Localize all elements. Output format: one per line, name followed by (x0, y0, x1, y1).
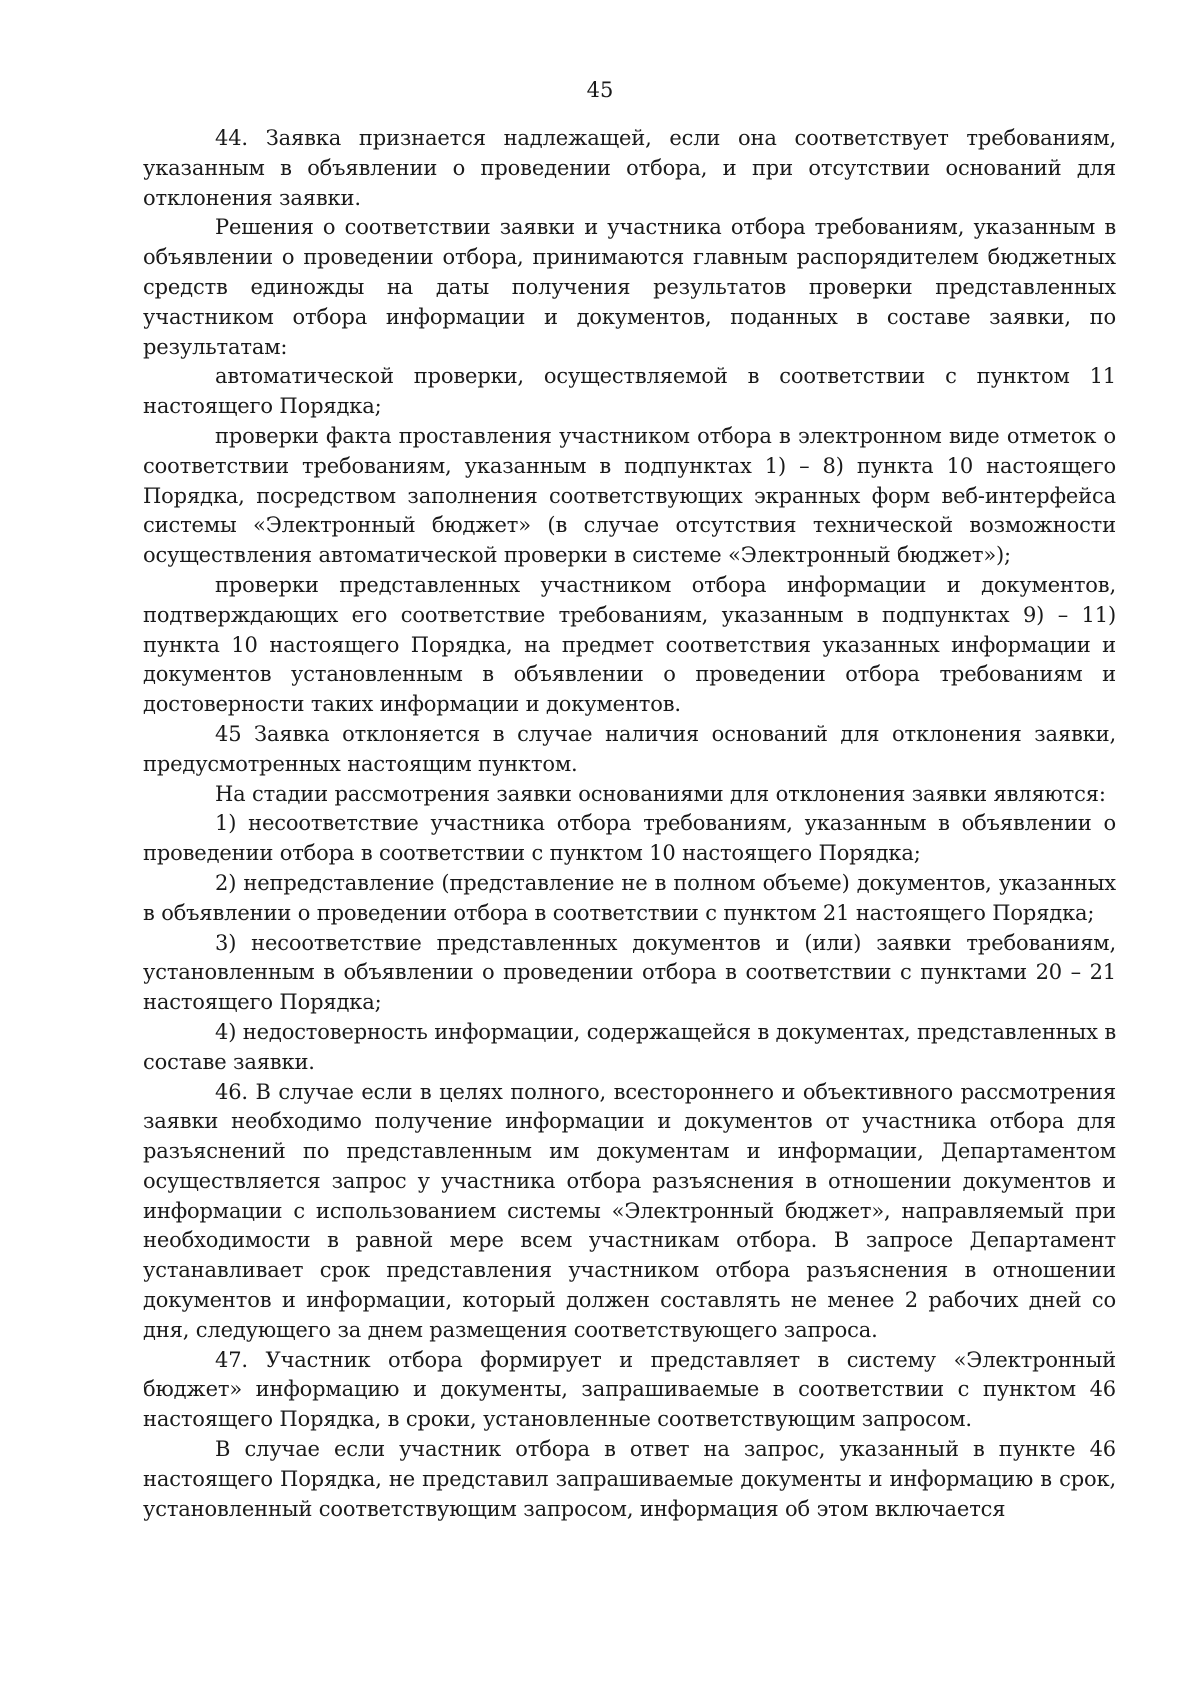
paragraph-47-response: 47. Участник отбора формирует и представляет в систему «Электронный бюджет» информацию и документы, запрашиваемые в соответствии с пунктом 46 настоящего Порядка, в сроки, установленные соответствующим запросом. (143, 1347, 1116, 1432)
paragraph-rejection-grounds: На стадии рассмотрения заявки основаниями для отклонения заявки являются: (215, 781, 1106, 806)
paragraph-44-intro: 44. Заявка признается надлежащей, если она соответствует требованиям, указанным в объявлении о проведении отбора, и при отсутствии оснований для отклонения заявки. (143, 126, 1116, 210)
paragraph-no-response: В случае если участник отбора в ответ на запрос, указанный в пункте 46 настоящего Порядка, не представил запрашиваемые документы и информацию в срок, установленный соответствующим запросом, информация об этом включается (143, 1437, 1116, 1521)
paragraph-automatic-check: автоматической проверки, осуществляемой в соответствии с пунктом 11 настоящего Порядка; (143, 364, 1116, 419)
paragraph-decisions: Решения о соответствии заявки и участника отбора требованиям, указанным в объявлении о проведении отбора, принимаются главным распорядителем бюджетных средств единожды на даты получения результатов проверки представленных участником отбора информации и документов, поданных в составе заявки, по результатам: (143, 215, 1116, 359)
paragraph-45-rejection: 45 Заявка отклоняется в случае наличия оснований для отклонения заявки, предусмотренных настоящим пунктом. (143, 721, 1116, 776)
list-item-2: 2) непредставление (представление не в полном объеме) документов, указанных в объявлении о проведении отбора в соответствии с пунктом 21 настоящего Порядка; (143, 870, 1116, 925)
paragraph-46-request: 46. В случае если в целях полного, всестороннего и объективного рассмотрения заявки необходимо получение информации и документов от участника отбора для разъяснений по представленным им документам и информации, Департаментом осуществляется запрос у участника отбора разъяснения в отношении документов и информации с использованием системы «Электронный бюджет», направляемый при необходимости в равной мере всем участникам отбора. В запросе Департамент устанавливает срок представления участником отбора разъяснения в отношении документов и информации, который должен составлять не менее 2 рабочих дней со дня, следующего за днем размещения соответствующего запроса. (143, 1079, 1116, 1342)
page-number: 45 (586, 78, 614, 102)
list-item-4: 4) недостоверность информации, содержащейся в документах, представленных в составе заявки. (143, 1019, 1116, 1074)
document-body (143, 124, 1116, 1524)
list-item-1: 1) несоответствие участника отбора требованиям, указанным в объявлении о проведении отбора в соответствии с пунктом 10 настоящего Порядка; (143, 811, 1116, 866)
list-item-3: 3) несоответствие представленных документов и (или) заявки требованиям, установленным в объявлении о проведении отбора в соответствии с пунктами 20 – 21 настоящего Порядка; (143, 930, 1116, 1015)
paragraph-documents-check: проверки представленных участником отбора информации и документов, подтверждающих его соответствие требованиям, указанным в подпунктах 9) – 11) пункта 10 настоящего Порядка, на предмет соответствия указанных информации и документов установленным в объявлении о проведении отбора требованиям и достоверности таких информации и документов. (143, 572, 1116, 717)
paragraph-marks-check: проверки факта проставления участником отбора в электронном виде отметок о соответствии требованиям, указанным в подпунктах 1) – 8) пункта 10 настоящего Порядка, посредством заполнения соответствующих экранных форм веб-интерфейса системы «Электронный бюджет» (в случае отсутствия технической возможности осуществления автоматической проверки в системе «Электронный бюджет»); (143, 423, 1116, 568)
